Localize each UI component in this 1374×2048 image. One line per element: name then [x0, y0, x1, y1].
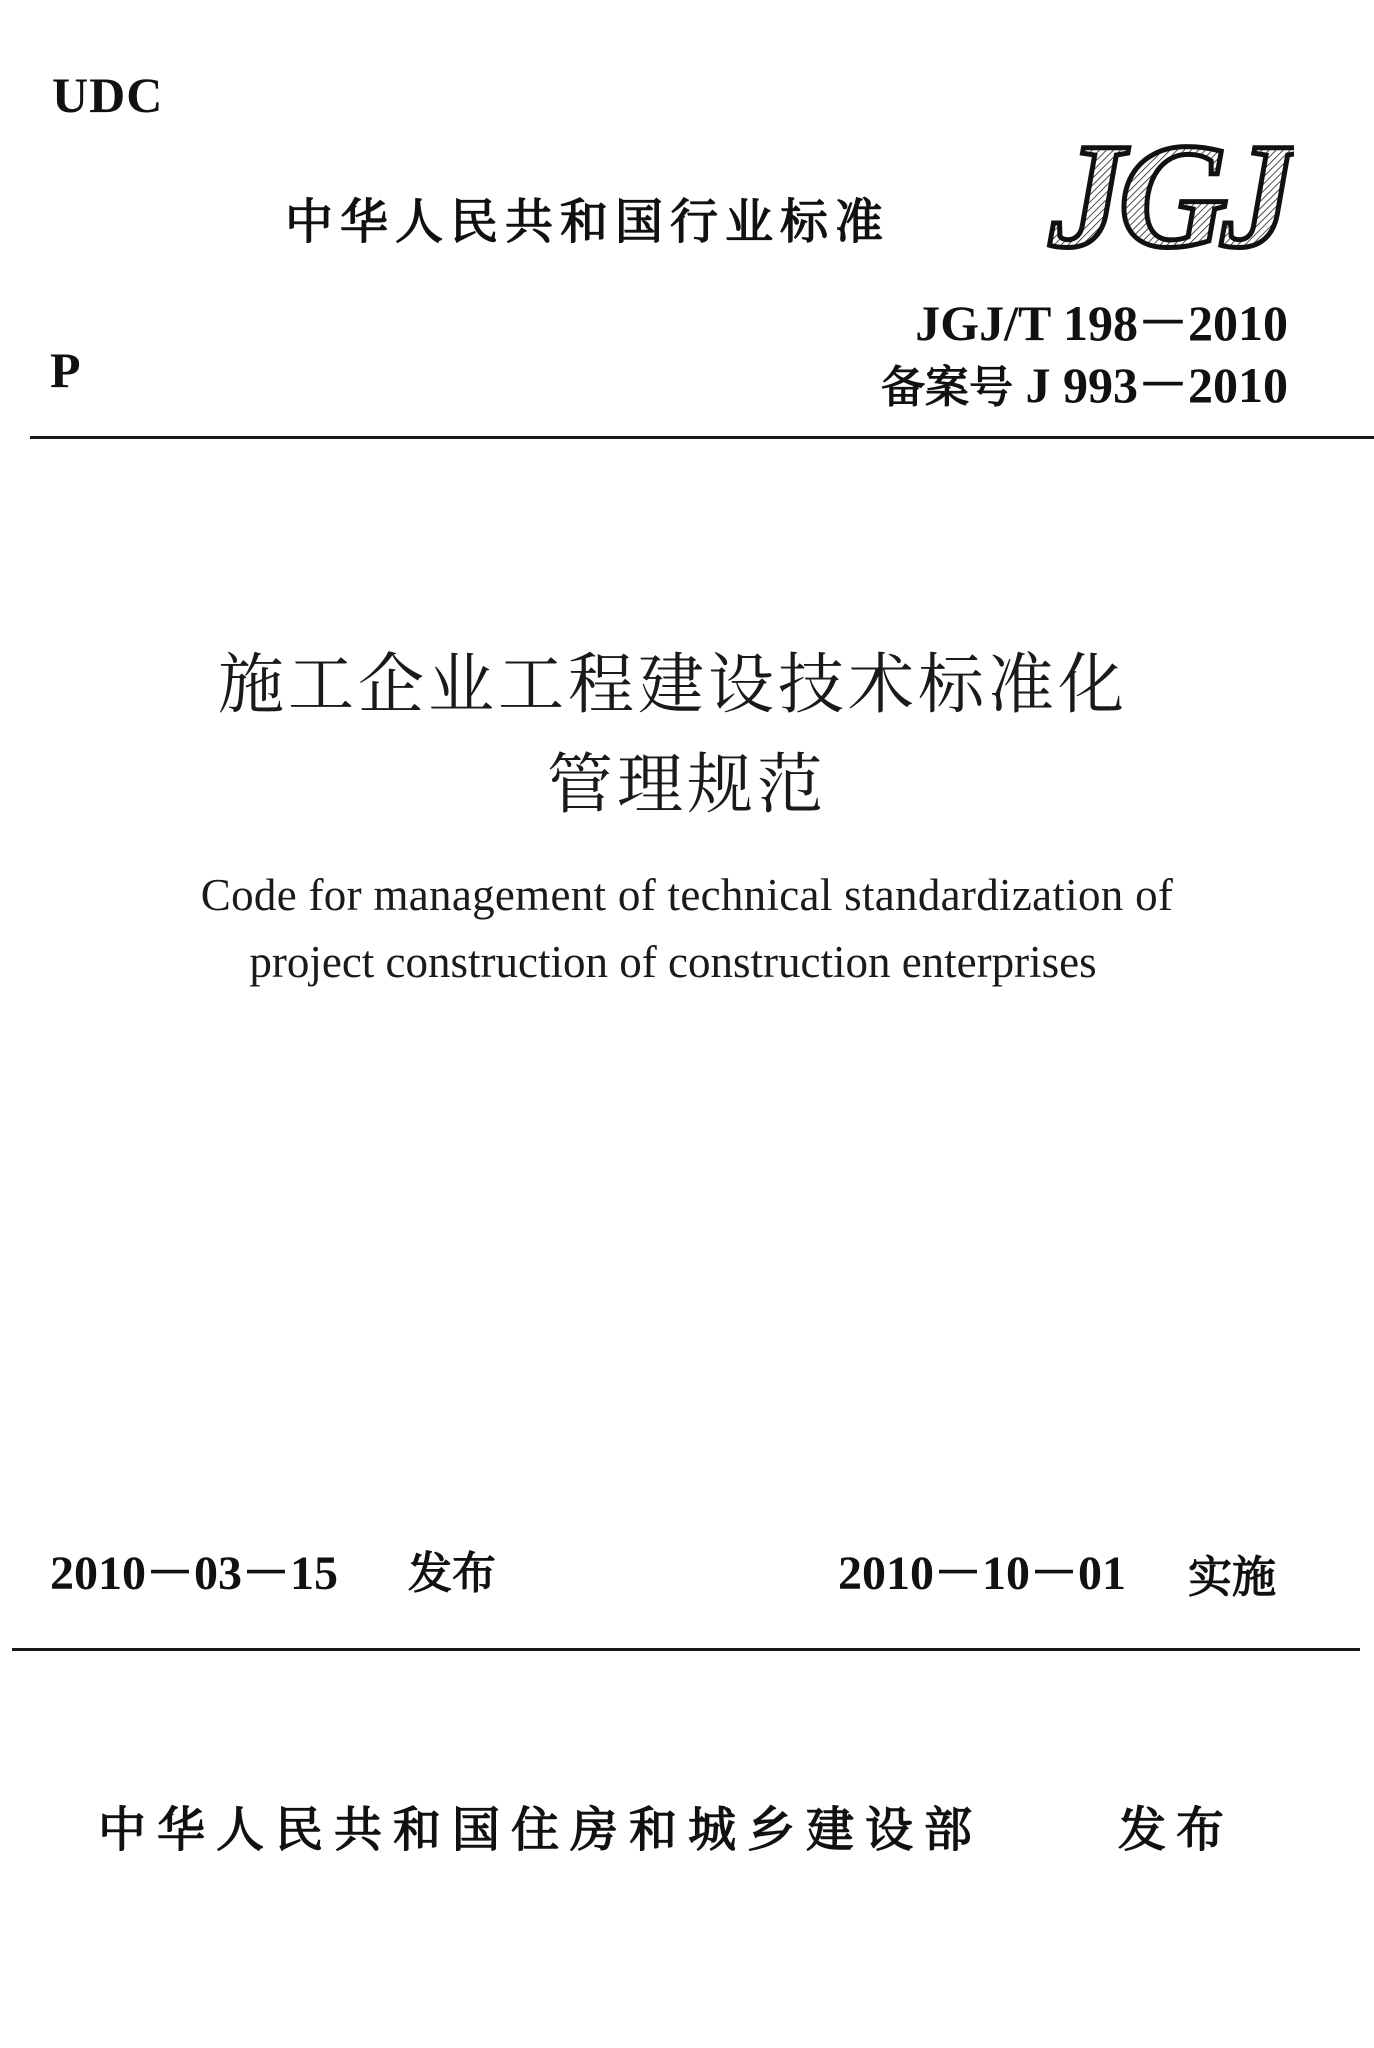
- publisher-action: 发布: [1118, 1802, 1235, 1858]
- title-chinese-line1: 施工企业工程建设技术标准化: [218, 646, 1128, 723]
- effective-date: 2010－10－01: [838, 1547, 1127, 1600]
- title-english-line1: Code for management of technical standardization of: [200, 870, 1174, 920]
- title-english-line2: project construction of construction enterprises: [249, 937, 1097, 987]
- jgj-logo-text: JGJ: [1049, 128, 1291, 258]
- jgj-logo: [1036, 128, 1294, 258]
- standard-number: JGJ/T 198－2010: [915, 295, 1288, 351]
- publisher-name: 中华人民共和国住房和城乡建设部: [98, 1802, 984, 1858]
- record-number-value: J 993－2010: [1025, 357, 1288, 413]
- classification-letter: P: [50, 342, 81, 398]
- record-number-line: [881, 357, 1288, 413]
- footer-divider: [12, 1648, 1360, 1651]
- record-number-label: 备案号: [881, 362, 1013, 413]
- udc-label: UDC: [52, 67, 164, 123]
- issue-date: 2010－03－15: [50, 1547, 339, 1600]
- effective-label: 实施: [1188, 1552, 1276, 1603]
- issue-label: 发布: [408, 1548, 496, 1599]
- header-divider: [30, 436, 1374, 439]
- industry-standard-title: 中华人民共和国行业标准: [285, 194, 891, 250]
- title-chinese-line2: 管理规范: [547, 746, 827, 823]
